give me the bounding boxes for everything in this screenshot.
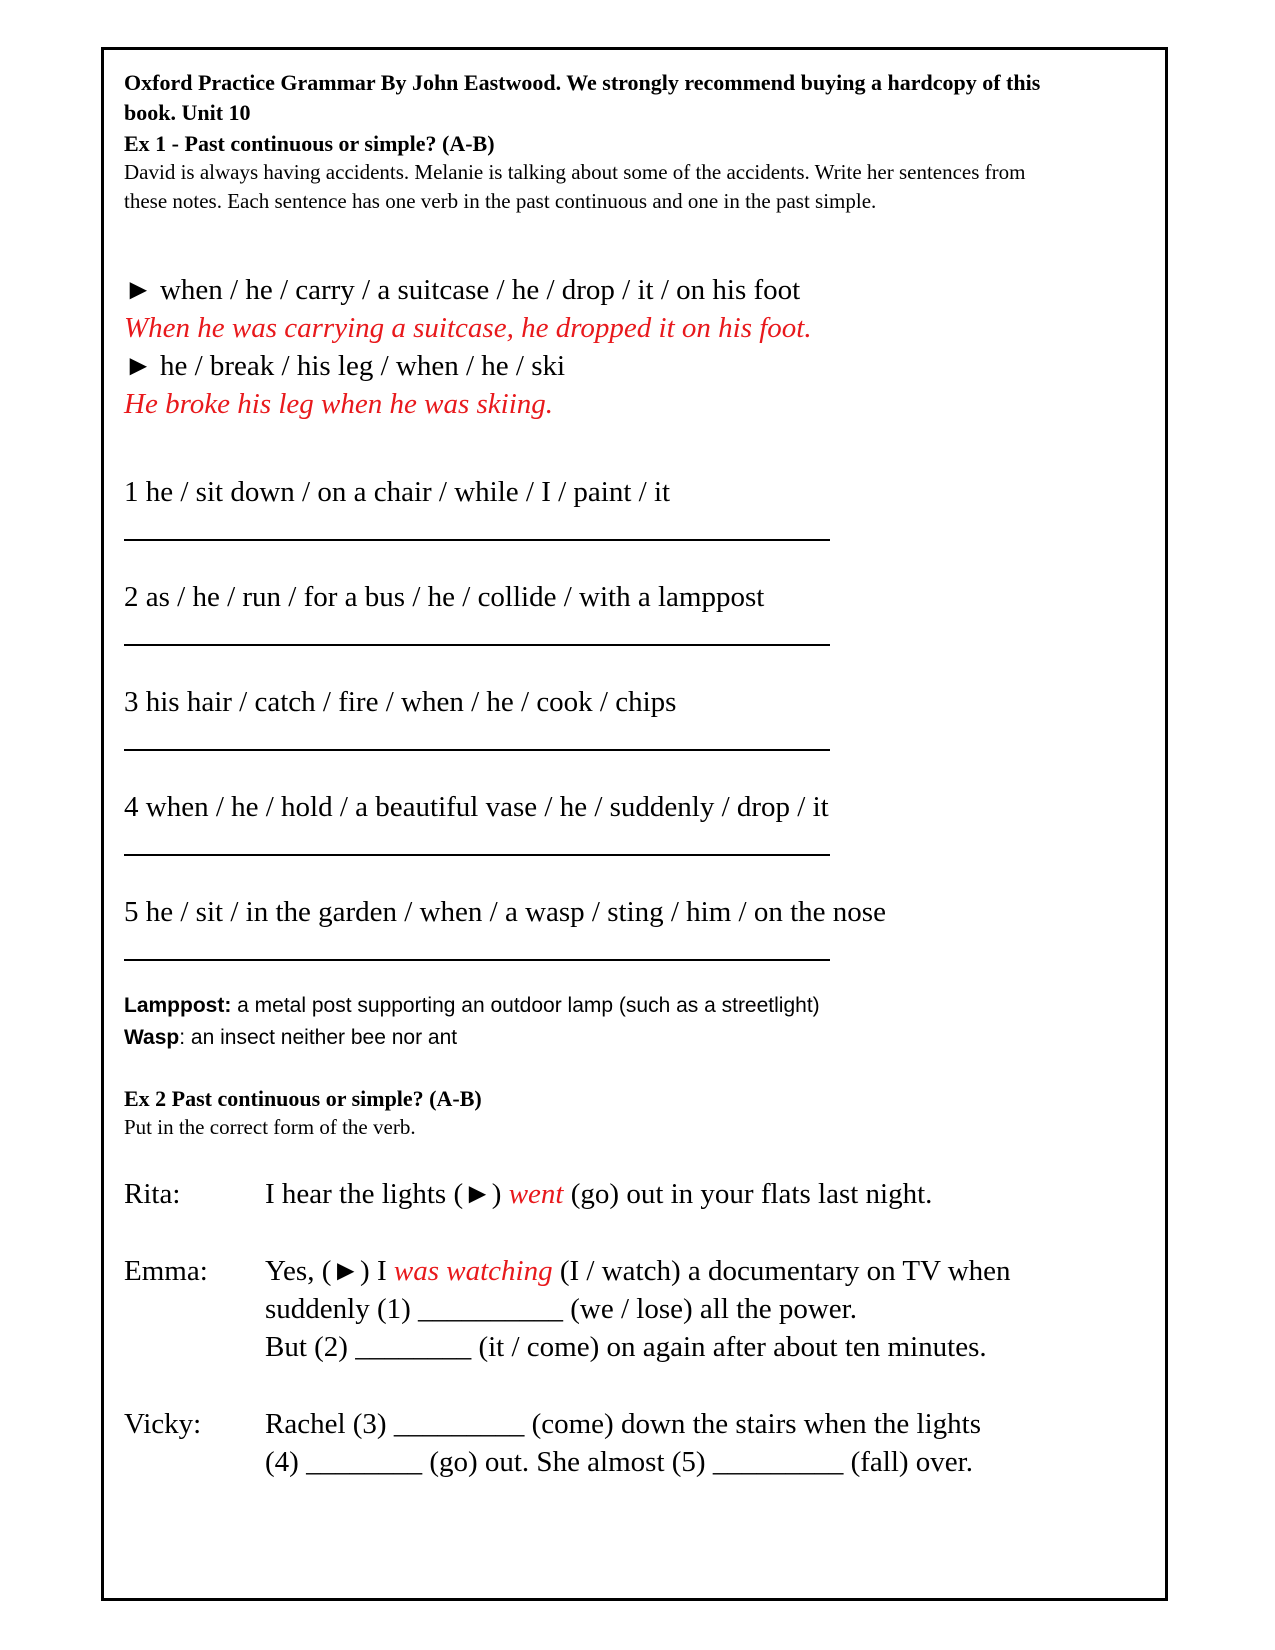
emma-line-2: suddenly (1) __________ (we / lose) all the power. <box>265 1293 857 1325</box>
glossary-definition: : an insect neither bee nor ant <box>179 1026 458 1049</box>
rita-answer: went <box>508 1178 564 1210</box>
emma-answer: was watching <box>393 1255 553 1287</box>
speaker-rita: Rita: <box>124 1178 181 1210</box>
vicky-line-2: (4) ________ (go) out. She almost (5) _________ (fall) over. <box>265 1446 973 1478</box>
emma-line-3: But (2) ________ (it / come) on again after about ten minutes. <box>265 1331 987 1363</box>
item-5-prompt: 5 he / sit / in the garden / when / a wasp / sting / him / on the nose <box>124 896 886 928</box>
glossary-term: Wasp <box>124 1026 180 1049</box>
arrow-icon: ► <box>124 274 153 306</box>
item-1-prompt: 1 he / sit down / on a chair / while / I / paint / it <box>124 476 671 508</box>
speaker-emma: Emma: <box>124 1255 208 1287</box>
emma-line-1 <box>265 1255 1011 1288</box>
ex2-title: Ex 2 Past continuous or simple? (A-B) <box>124 1086 482 1111</box>
item-4-prompt: 4 when / he / hold / a beautiful vase / he / suddenly / drop / it <box>124 791 829 823</box>
answer-line-4[interactable] <box>124 854 830 856</box>
emma-text-post: (I / watch) a documentary on TV when <box>552 1255 1011 1287</box>
item-3-prompt: 3 his hair / catch / fire / when / he / cook / chips <box>124 686 677 718</box>
ex2-instructions: Put in the correct form of the verb. <box>124 1115 416 1139</box>
glossary-term: Lamppost: <box>124 994 232 1017</box>
example-prompt-text: he / break / his leg / when / he / ski <box>159 350 566 382</box>
ex1-title: Ex 1 - Past continuous or simple? (A-B) <box>124 131 495 156</box>
example-prompt-text: when / he / carry / a suitcase / he / drop / it / on his foot <box>159 274 801 306</box>
example-1-answer: When he was carrying a suitcase, he dropped it on his foot. <box>124 312 812 344</box>
glossary-definition: a metal post supporting an outdoor lamp (such as a streetlight) <box>231 994 820 1017</box>
ex1-instructions-line1: David is always having accidents. Melanie is talking about some of the accidents. Write her sentences from <box>124 160 1026 184</box>
ex1-instructions-line2: these notes. Each sentence has one verb in the past continuous and one in the past simple. <box>124 189 877 213</box>
glossary-lamppost <box>124 990 820 1022</box>
emma-text-pre: Yes, (►) I <box>265 1255 394 1287</box>
answer-line-5[interactable] <box>124 959 830 961</box>
rita-text-post: (go) out in your flats last night. <box>563 1178 933 1210</box>
answer-line-1[interactable] <box>124 539 830 541</box>
glossary-wasp <box>124 1022 457 1054</box>
answer-line-3[interactable] <box>124 749 830 751</box>
document-title-line1: Oxford Practice Grammar By John Eastwood. We strongly recommend buying a hardcopy of this <box>124 70 1041 95</box>
vicky-line-1: Rachel (3) _________ (come) down the stairs when the lights <box>265 1408 981 1440</box>
example-1-prompt <box>124 271 800 309</box>
example-2-prompt <box>124 347 565 385</box>
speaker-vicky: Vicky: <box>124 1408 202 1440</box>
document-title-line2: book. Unit 10 <box>124 100 251 125</box>
rita-line <box>265 1178 932 1211</box>
answer-line-2[interactable] <box>124 644 830 646</box>
example-2-answer: He broke his leg when he was skiing. <box>124 388 554 420</box>
item-2-prompt: 2 as / he / run / for a bus / he / collide / with a lamppost <box>124 581 765 613</box>
rita-text-pre: I hear the lights (►) <box>265 1178 509 1210</box>
arrow-icon: ► <box>124 350 153 382</box>
